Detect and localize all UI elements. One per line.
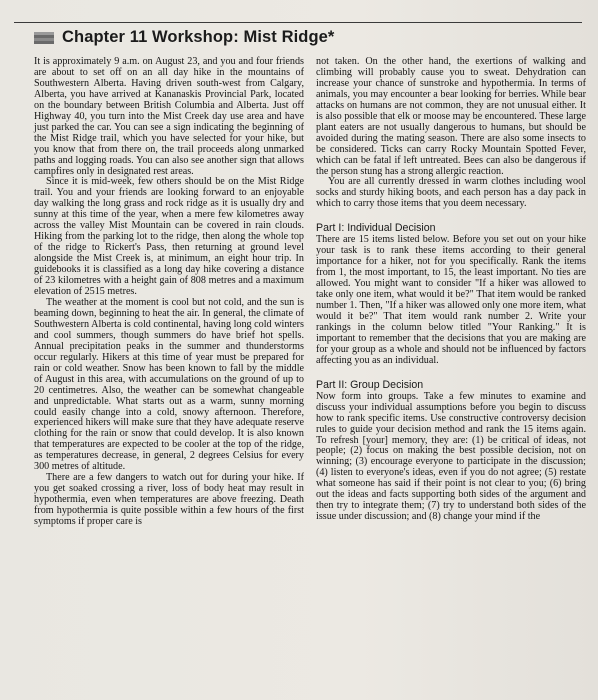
text-columns xyxy=(34,57,586,697)
part1-heading: Part I: Individual Decision xyxy=(316,222,436,235)
part1-text: There are 15 items listed below. Before you set out on your hike your task is to rank these items according to their general importance for a hiker, not for you specifically. Rank the items from 1, the most important, to 15, the least important. No ties are allowed. You might want to consider "If a hiker was allowed to take only one item, what would it be?" That item would be ranked number 1. Then, "If a hiker was allowed only one more item, what would it be?" That item would rank number 2. Write your rankings in the column below titled "Your Ranking." It is important to remember that the decisions that you are making are for your group as a whole and should not be influenced by factors affecting you as an individual. xyxy=(316,234,586,366)
paragraph-dangers: There are a few dangers to watch out for during your hike. If you get soaked crossing a river, loss of body heat may result in hypothermia, even when temperatures are above freezing. Death from hypothermia is quite possible within a few hours of the first symptoms if proper care is xyxy=(34,472,304,528)
paragraph-clothing: You are all currently dressed in warm clothes including wool socks and sturdy hiking boots, and each person has a day pack in which to carry those items that you deem necessary. xyxy=(316,176,586,210)
paragraph-intro: It is approximately 9 a.m. on August 23, and you and four friends are about to set off on an all day hike in the mountains of Southwestern Alberta. Having driven south-west from Calgary, Alberta, you have arrived at Kananaskis Provincial Park, located on the boundary between British Columbia and Alberta. Just off Highway 40, you turn into the Mist Creek day use area and have just parked the car. You can see a sign indicating the beginning of the Mist Ridge trail, which you have selected for your hike, but you know that from there on, the trail proceeds along unmarked paths and logging roads. You can also see another sign that allows campfires only in designated rest areas. xyxy=(34,56,304,177)
part2-heading: Part II: Group Decision xyxy=(316,378,424,391)
left-column xyxy=(34,57,304,697)
header-rule xyxy=(14,22,582,23)
chapter-marker-icon xyxy=(34,32,54,44)
part2-text: Now form into groups. Take a few minutes to examine and discuss your individual assumptions before you begin to discuss how to rank specific items. Use constructive controversy decision rules to guide your decision method and rank the 15 items again. To refresh [your] memory, they are: (1) be critical of ideas, not people; (2) focus on making the best possible decision, not on winning; (3) encourage everyone to participate in the discussion; (4) listen to everyone's ideas, even if you do not agree; (5) restate what someone has said if their point is not clear to you; (6) bring out the ideas and facts supporting both sides of the argument and then try to integrate them; (7) try to understand both sides of the issue under discussion; and (8) change your mind if the xyxy=(316,390,586,523)
chapter-header xyxy=(34,28,334,47)
chapter-title: Chapter 11 Workshop: Mist Ridge* xyxy=(62,28,335,46)
paragraph-dangers-cont: not taken. On the other hand, the exertions of walking and climbing will probably cause you to sweat. Dehydration can increase your chance of sunstroke and hypothermia. In terms of animals, you may encounter a bear looking for berries. While bear attacks on humans are not common, they are not unusual either. It is also possible that elk or moose may be encountered. These large plant eaters are not usually dangerous to humans, but should be avoided during the mating season. There are also some insects to be considered. Ticks can carry Rocky Mountain Spotted Fever, which can be fatal if left untreated. Bees can also be dangerous if the person stung has a strong allergic reaction. xyxy=(316,56,586,177)
right-column xyxy=(316,57,586,697)
paragraph-weather: The weather at the moment is cool but not cold, and the sun is beaming down, beginning to heat the air. In general, the climate of Southwestern Alberta is cold continental, having long cold winters and cool summers, though summers do have brief hot spells. Annual precipitation peaks in the summer and thunderstorms occur regularly. Hikers at this time of year must be prepared for rain or cold weather. Snow has been known to fall by the middle of August in this area, with accumulations on the ground of up to 20 centimetres. Also, the weather can be somewhat changeable and unpredictable. What starts out as a warm, sunny morning could easily change into a cold, snowy afternoon. Therefore, experienced hikers will make sure that they have adequate reserve clothing for the rain or snow that could develop. It is also known that temperatures are expected to be cooler at the top of the ridge, as temperatures decrease, in general, 2 degrees Celsius for every 300 metres of altitude. xyxy=(34,296,304,473)
paragraph-trail: Since it is mid-week, few others should be on the Mist Ridge trail. You and your friends are looking forward to an enjoyable day walking the long grass and rock ridge as it is usually dry and sunny at this time of the year, when a mere few kilometres away across the valley Mist Mountain can be covered in rain clouds. Hiking from the parking lot to the ridge, then along the whole top of the ridge to Rickert's Pass, then returning at ground level alongside the Mist Creek is, at minimum, an eight hour trip. In guidebooks it is classified as a long day hike covering a distance of 23 kilometres with a height gain of 808 metres and a maximum elevation of 2515 metres. xyxy=(34,176,304,298)
